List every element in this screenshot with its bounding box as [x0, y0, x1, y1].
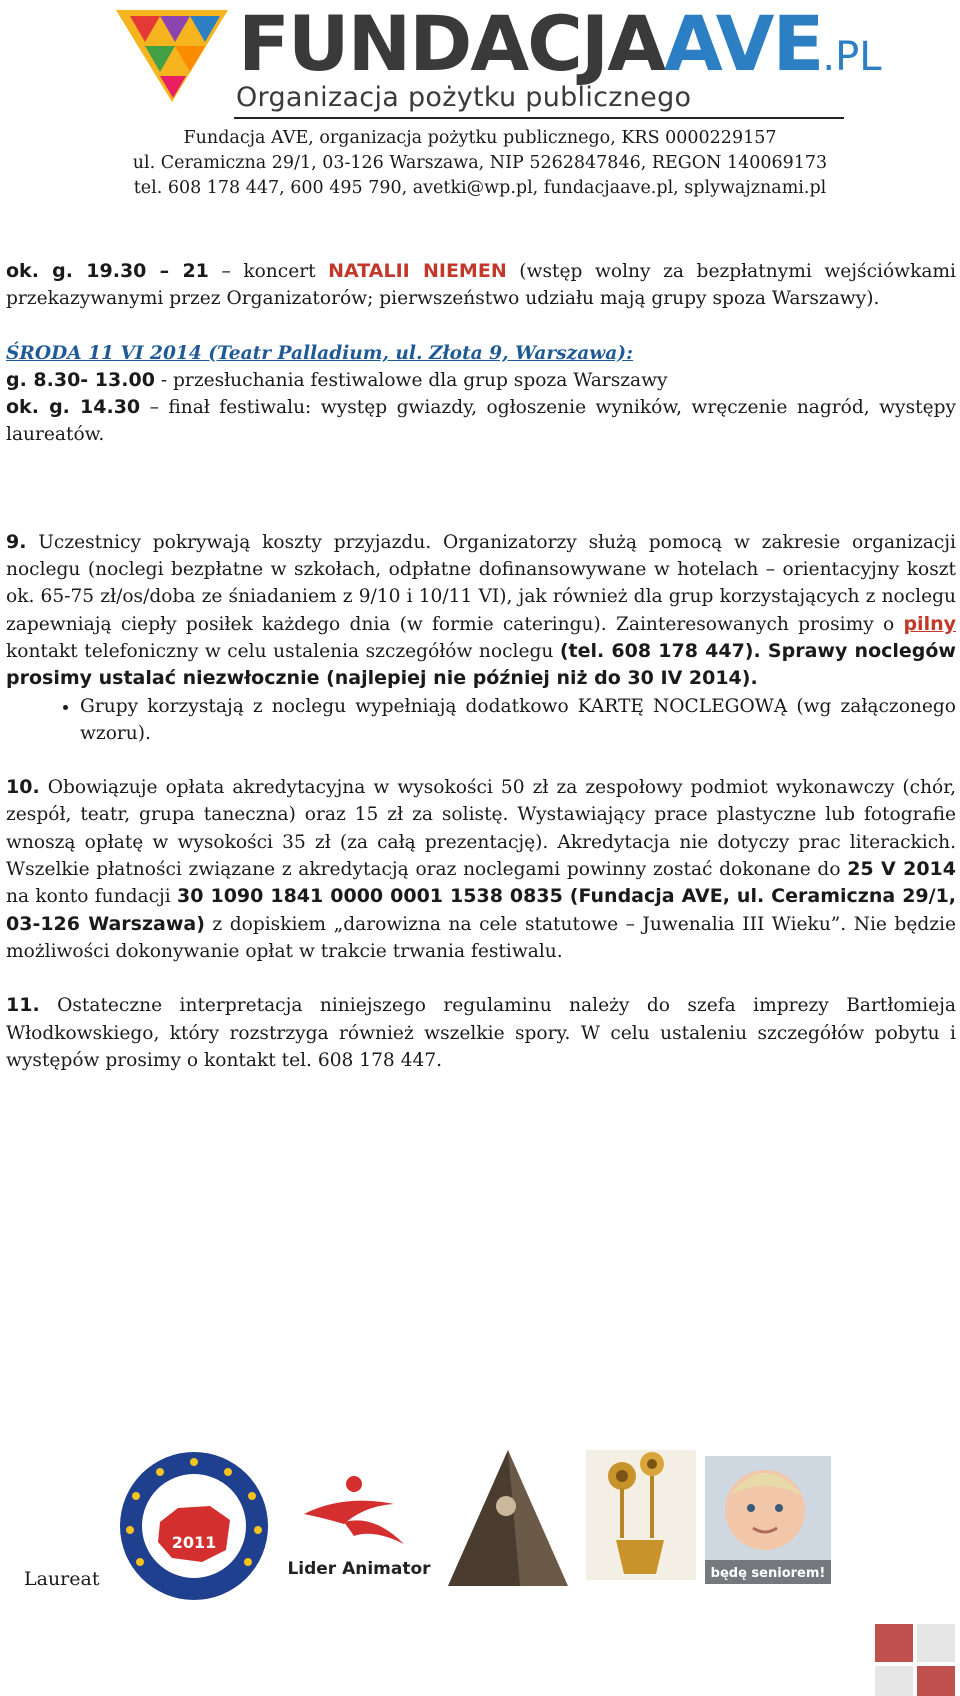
lider-animator-label: Lider Animator [287, 1559, 431, 1579]
lider-animator-logo [284, 1474, 434, 1580]
logo-tagline: Organizacja pożytku publicznego [236, 82, 692, 113]
golden-flowers-award [586, 1450, 696, 1580]
auditions-line [6, 367, 956, 394]
corner-decoration [875, 1624, 955, 1696]
section-10-number: 10. [6, 776, 40, 799]
final-text: – finał festiwalu: występ gwiazdy, ogłoszenie wyników, wręczenie nagród, występy laureatów. [6, 397, 956, 446]
contact-block [0, 126, 960, 201]
friendly-shore-award-seal [118, 1450, 270, 1602]
bronze-pyramid-award [448, 1450, 568, 1590]
final-line [6, 394, 956, 449]
laureat-label: Laureat [24, 1568, 100, 1590]
contact-line-3: tel. 608 178 447, 600 495 790, avetki@wp.pl, fundacjaave.pl, splywajznami.pl [133, 178, 827, 198]
section-9-phone: (tel. 608 178 447). [559, 639, 761, 662]
section-9-number: 9. [6, 530, 27, 553]
awards-footer [0, 1450, 960, 1610]
bank-account: 30 1090 1841 0000 0001 1538 0835 (Fundacja AVE, ul. Ceramiczna 29/1, 03-126 Warszawa) [6, 885, 957, 935]
wednesday-heading-text: ŚRODA 11 VI 2014 (Teatr Palladium, ul. Złota 9, Warszawa): [6, 342, 633, 364]
contact-line-2: ul. Ceramiczna 29/1, 03-126 Warszawa, NIP 5262847846, REGON 140069173 [132, 153, 828, 173]
section-10-text: Obowiązuje opłata akredytacyjna w wysokości 50 zł za zespołowy podmiot wykonawczy (chór, zespół, teatr, grupa taneczna) oraz 15 zł za solistę. Wystawiający prace plastyczne lub fotografie wnoszą opłatę w wysokości 35 zł (za całą prezentację). Akredytacja nie dotyczy prac literackich. Wszelkie płatności związane z akredytacją oraz noclegami powinny zostać dokonane do [6, 777, 956, 881]
concert-time: ok. g. 19.30 – 21 [6, 260, 209, 282]
contact-line-1: Fundacja AVE, organizacja pożytku publicznego, KRS 0000229157 [183, 128, 777, 148]
document-body [6, 258, 956, 1074]
concert-details: (wstęp wolny za bezpłatnymi wejściówkami przekazywanymi przez Organizatorów; pierwszeństwo udziału mają grupy spoza Warszawy). [6, 261, 956, 310]
list-item: • Grupy korzystają z noclegu wypełniają dodatkowo KARTĘ NOCLEGOWĄ (wg załączonego wzoru). [80, 693, 956, 748]
triangle-logo-icon [116, 10, 228, 102]
payment-deadline: 25 V 2014 [847, 858, 956, 881]
section-9 [6, 529, 956, 693]
final-time: ok. g. 14.30 [6, 396, 141, 419]
section-9-list [6, 693, 956, 748]
senior-campaign-baby-photo [705, 1456, 831, 1584]
urgent-word: pilny [903, 612, 956, 635]
logo-wordmark: FUNDACJAAVE.PL [238, 0, 882, 88]
wednesday-heading [6, 340, 956, 367]
section-10 [6, 774, 956, 965]
section-11-number: 11. [6, 994, 40, 1017]
section-10-text-2: na konto fundacji [6, 886, 178, 908]
logo-divider [234, 117, 844, 119]
concert-pre: – koncert [208, 261, 329, 282]
section-9-text-2: kontakt telefoniczny w celu ustalenia szczegółów noclegu [6, 640, 560, 662]
senior-campaign-label: będę seniorem! [710, 1566, 826, 1581]
auditions-text: - przesłuchania festiwalowe dla grup spoza Warszawy [154, 369, 668, 391]
section-9-text: Uczestnicy pokrywają koszty przyjazdu. Organizatorzy służą pomocą w zakresie organizacji noclegu (noclegi bezpłatne w szkołach, odpłatne dofinansowywane w hotelach – orientacyjny koszt ok. 65-75 zł/os/doba ze śniadaniem z 9/10 i 10/11 VI), jak również dla grup korzystających z noclegu zapewniają ciepły posiłek każdego dnia (w formie cateringu). Zainteresowanych prosimy o [6, 531, 956, 635]
concert-paragraph [6, 258, 956, 313]
section-11 [6, 992, 956, 1074]
award-year: 2011 [171, 1533, 217, 1552]
section-9-deadline: Sprawy noclegów prosimy ustalać niezwłocznie (najlepiej nie później niż do 30 IV 2014). [6, 639, 956, 690]
auditions-time: g. 8.30- 13.00 [6, 368, 155, 391]
section-11-text: Ostateczne interpretacja niniejszego regulaminu należy do szefa imprezy Bartłomieja Włodkowskiego, który rozstrzyga również wszelkie spory. W celu ustaleniu szczegółów pobytu i występów prosimy o kontakt tel. 608 178 447. [6, 995, 956, 1071]
concert-artist: NATALII NIEMEN [328, 260, 507, 282]
section-10-text-3: z dopiskiem „darowizna na cele statutowe – Juwenalia III Wieku”. Nie będzie możliwości dokonywanie opłat w trakcie trwania festiwalu. [6, 913, 956, 962]
